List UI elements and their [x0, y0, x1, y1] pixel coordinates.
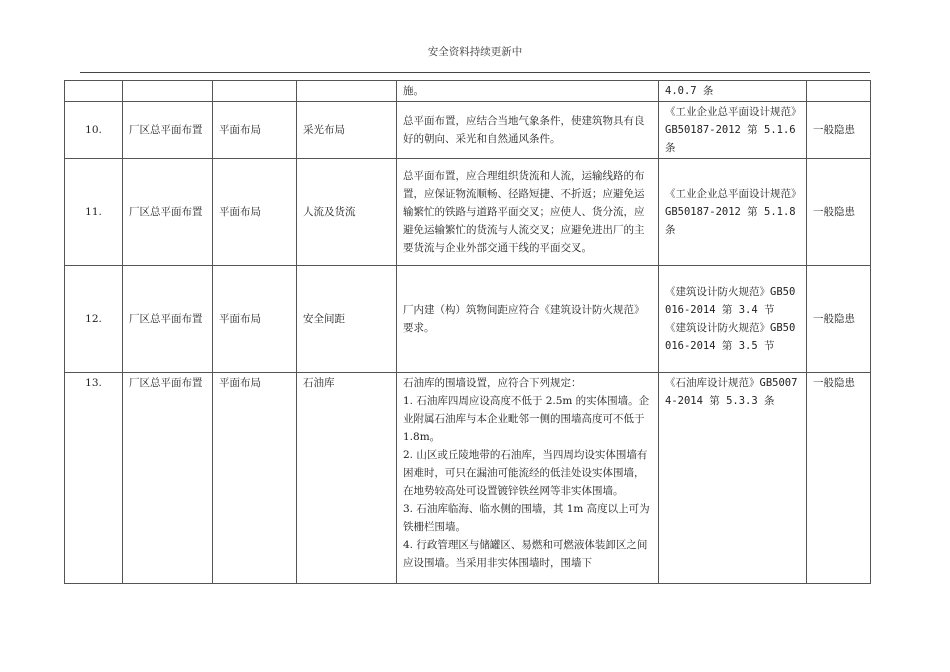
- cell-area: 厂区总平面布置: [123, 102, 213, 159]
- cell-level: 一般隐患: [807, 373, 871, 584]
- cell-category: 平面布局: [213, 266, 297, 373]
- cell-area: 厂区总平面布置: [123, 159, 213, 266]
- table-row: [65, 266, 871, 373]
- cell-item: [297, 81, 397, 102]
- cell-content: 厂内建（构）筑物间距应符合《建筑设计防火规范》要求。: [397, 266, 659, 373]
- table-row: [65, 102, 871, 159]
- cell-no: [65, 81, 123, 102]
- cell-level: 一般隐患: [807, 266, 871, 373]
- page-header: 安全资料持续更新中: [427, 46, 523, 58]
- cell-reference: 《工业企业总平面设计规范》GB50187-2012 第 5.1.6 条: [659, 102, 807, 159]
- cell-content: 总平面布置，应结合当地气象条件，使建筑物具有良好的朝向、采光和自然通风条件。: [397, 102, 659, 159]
- clause-item: 1. 石油库四周应设高度不低于 2.5m 的实体围墙。企业附属石油库与本企业毗邻一侧的围墙高度可不低于 1.8m。: [403, 395, 650, 443]
- cell-reference: 《石油库设计规范》GB50074-2014 第 5.3.3 条: [659, 373, 807, 584]
- cell-level: 一般隐患: [807, 159, 871, 266]
- clause-item: 2. 山区或丘陵地带的石油库，当四周均设实体围墙有困难时，可只在漏油可能流经的低洼处设实体围墙，在地势较高处可设置镀锌铁丝网等非实体围墙。: [403, 449, 648, 497]
- clause-intro: 石油库的围墙设置，应符合下列规定：: [403, 377, 582, 389]
- cell-item: 采光布局: [297, 102, 397, 159]
- cell-no: 13.: [65, 373, 123, 584]
- cell-content: 施。: [397, 81, 659, 102]
- cell-item: 人流及货流: [297, 159, 397, 266]
- cell-category: 平面布局: [213, 373, 297, 584]
- cell-area: [123, 81, 213, 102]
- cell-no: 12.: [65, 266, 123, 373]
- cell-category: [213, 81, 297, 102]
- cell-level: 一般隐患: [807, 102, 871, 159]
- reference-line: 《建筑设计防火规范》GB50016-2014 第 3.5 节: [665, 322, 796, 352]
- cell-no: 10.: [65, 102, 123, 159]
- hazard-table: [64, 80, 871, 584]
- table-row: [65, 373, 871, 584]
- cell-category: 平面布局: [213, 159, 297, 266]
- cell-item: 安全间距: [297, 266, 397, 373]
- clause-item: 4. 行政管理区与储罐区、易燃和可燃液体装卸区之间应设围墙。当采用非实体围墙时，围墙下: [403, 539, 648, 569]
- header-rule: [80, 72, 870, 73]
- cell-category: 平面布局: [213, 102, 297, 159]
- cell-area: 厂区总平面布置: [123, 373, 213, 584]
- cell-reference: 《工业企业总平面设计规范》GB50187-2012 第 5.1.8 条: [659, 159, 807, 266]
- table-row-continued: [65, 81, 871, 102]
- cell-item: 石油库: [297, 373, 397, 584]
- cell-area: 厂区总平面布置: [123, 266, 213, 373]
- cell-content: [397, 373, 659, 584]
- cell-no: 11.: [65, 159, 123, 266]
- table-row: [65, 159, 871, 266]
- cell-content: 总平面布置，应合理组织货流和人流，运输线路的布置，应保证物流顺畅、径路短捷、不折返；应避免运输繁忙的铁路与道路平面交叉；应使人、货分流，应避免运输繁忙的货流与人流交叉；应避免进出厂的主要货流与企业外部交通干线的平面交叉。: [397, 159, 659, 266]
- cell-reference: [659, 266, 807, 373]
- reference-line: 《建筑设计防火规范》GB50016-2014 第 3.4 节: [665, 286, 796, 316]
- cell-reference: 4.0.7 条: [659, 81, 807, 102]
- clause-item: 3. 石油库临海、临水侧的围墙，其 1m 高度以上可为铁栅栏围墙。: [403, 503, 650, 533]
- cell-level: [807, 81, 871, 102]
